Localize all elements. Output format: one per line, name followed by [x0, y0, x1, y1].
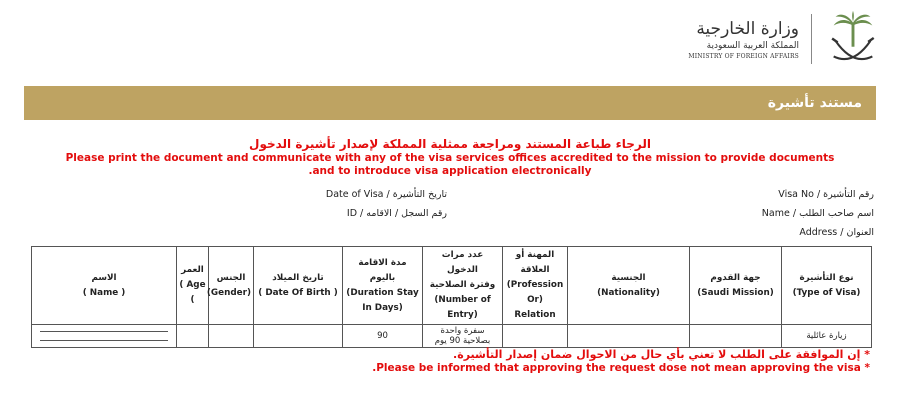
kingdom-name-ar: المملكة العربية السعودية [706, 40, 799, 51]
cell-name [32, 325, 177, 348]
ministry-name-ar: وزارة الخارجية [696, 18, 799, 39]
visa-no-label: رقم التأشيرة / Visa No [778, 189, 874, 200]
col-nationality: الجنسية (Nationality) [568, 247, 690, 325]
name-underline [40, 331, 168, 341]
visa-table [31, 246, 872, 348]
cell-age [177, 325, 209, 348]
applicant-name-label: اسم صاحب الطلب / Name [761, 208, 874, 219]
col-age: العمر Age ) ) [177, 247, 209, 325]
table-header-row [32, 247, 872, 325]
disclaimer-ar: * إن الموافقة على الطلب لا تعني بأي حال من الاحوال ضمان إصدار التأشيرة. [453, 348, 870, 361]
title-banner [24, 86, 876, 120]
address-label: العنوان / Address [799, 227, 874, 238]
table-row [32, 325, 872, 348]
ministry-logo [688, 19, 799, 60]
cell-entry-line2: بصلاحية 90 يوم [434, 336, 491, 346]
col-dob: تاريخ الميلاد ( Date Of Birth ) [254, 247, 343, 325]
col-saudi-mission: جهة القدوم (Saudi Mission) [690, 247, 782, 325]
col-visa-type: نوع التأشيرة (Type of Visa) [782, 247, 872, 325]
col-duration: مدة الاقامة باليوم Duration Stay) (In Days [343, 247, 423, 325]
cell-duration: 90 [343, 325, 423, 348]
document-title: مستند تأشيرة [767, 95, 862, 111]
cell-visa-type: زيارة عائلية [782, 325, 872, 348]
cell-profession [503, 325, 568, 348]
cell-entry [423, 325, 503, 348]
col-gender: الجنس (Gender) [209, 247, 254, 325]
notice-ar: الرجاء طباعة المستند ومراجعة ممثلية المملكة لإصدار تأشيرة الدخول [249, 137, 651, 151]
cell-nationality [568, 325, 690, 348]
id-label: رقم السجل / الاقامه / ID [346, 208, 447, 219]
date-of-visa-label: تاريخ التأشيرة / Date of Visa [325, 189, 447, 200]
ministry-name-en: MINISTRY OF FOREIGN AFFAIRS [688, 52, 799, 60]
logo-divider [811, 14, 812, 64]
cell-saudi-mission [690, 325, 782, 348]
disclaimer-en: .Please be informed that approving the request dose not mean approving the visa * [372, 362, 870, 374]
col-entry: عدد مرات الدخول وفترة الصلاحية Number of) (Entry [423, 247, 503, 325]
print-notice [20, 136, 880, 178]
cell-entry-line1: سفرة واحدة [440, 326, 485, 336]
col-name: الاسم ( Name ) [32, 247, 177, 325]
cell-gender [209, 325, 254, 348]
saudi-emblem-icon [824, 10, 882, 68]
notice-en-line1: Please print the document and communicate with any of the visa services offices accredited to the mission to provide documents [65, 152, 835, 164]
col-profession: المهنة أو العلاقة Profession) (Or Relation [503, 247, 568, 325]
cell-dob [254, 325, 343, 348]
header-logos [688, 8, 882, 70]
notice-en-line2: .and to introduce visa application electronically [308, 165, 592, 177]
